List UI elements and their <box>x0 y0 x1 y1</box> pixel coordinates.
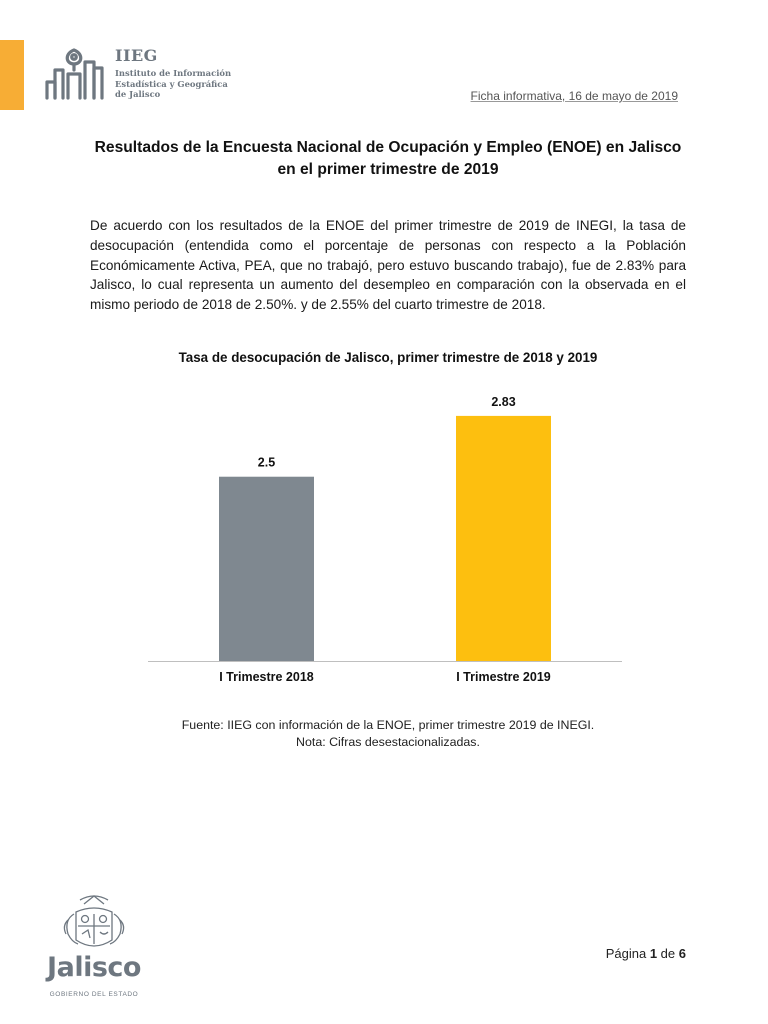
page-prefix: Página <box>605 946 647 961</box>
logo-abbreviation: IIEG <box>115 46 158 65</box>
logo-name-line: Estadística y Geográfica <box>115 78 228 89</box>
accent-bar <box>0 40 24 110</box>
bar-1 <box>219 477 314 661</box>
logo-name-line: de Jalisco <box>115 89 161 99</box>
seal-subtitle: GOBIERNO DEL ESTADO <box>49 991 139 998</box>
page-total: 6 <box>678 946 686 961</box>
source-note <box>90 717 686 751</box>
body-paragraph: De acuerdo con los resultados de la ENOE del primer trimestre de 2019 de INEGI, la tasa de desocupación (entendida como el porcentaje de personas con respecto a la Población Económicamente Activa, PEA, que no trabajó, pero estuvo buscando trabajo), fue de 2.83% para Jalisco, lo cual representa un aumento del desempleo en comparación con la observada en el mismo periodo de 2018 de 2.50%. y de 2.55% del cuarto trimestre de 2018. <box>90 218 686 313</box>
category-label: I Trimestre 2018 <box>219 670 314 684</box>
document-title: Resultados de la Encuesta Nacional de Ocupación y Empleo (ENOE) en Jalisco en el primer trimestre de 2019 <box>94 139 682 178</box>
jalisco-seal-icon <box>38 890 150 1000</box>
note-line: Nota: Cifras desestacionalizadas. <box>296 735 480 749</box>
seal-wordmark: Jalisco <box>47 952 141 983</box>
source-line: Fuente: IIEG con información de la ENOE, primer trimestre 2019 de INEGI. <box>181 718 595 732</box>
iieg-logo-icon <box>44 46 106 102</box>
logo-full-name <box>115 68 245 100</box>
page-number <box>606 946 686 961</box>
bar-2 <box>456 416 551 661</box>
date-line: Ficha informativa, 16 de mayo de 2019 <box>470 89 678 103</box>
bar-value-label: 2.83 <box>491 394 516 409</box>
page-separator: de <box>660 946 676 961</box>
page-current: 1 <box>649 946 658 961</box>
logo-name-line: Instituto de Información <box>115 68 232 78</box>
iieg-logo <box>44 44 244 104</box>
bar-value-label: 2.5 <box>257 455 276 470</box>
chart-title: Tasa de desocupación de Jalisco, primer trimestre de 2018 y 2019 <box>178 350 598 365</box>
category-label: I Trimestre 2019 <box>456 670 551 684</box>
